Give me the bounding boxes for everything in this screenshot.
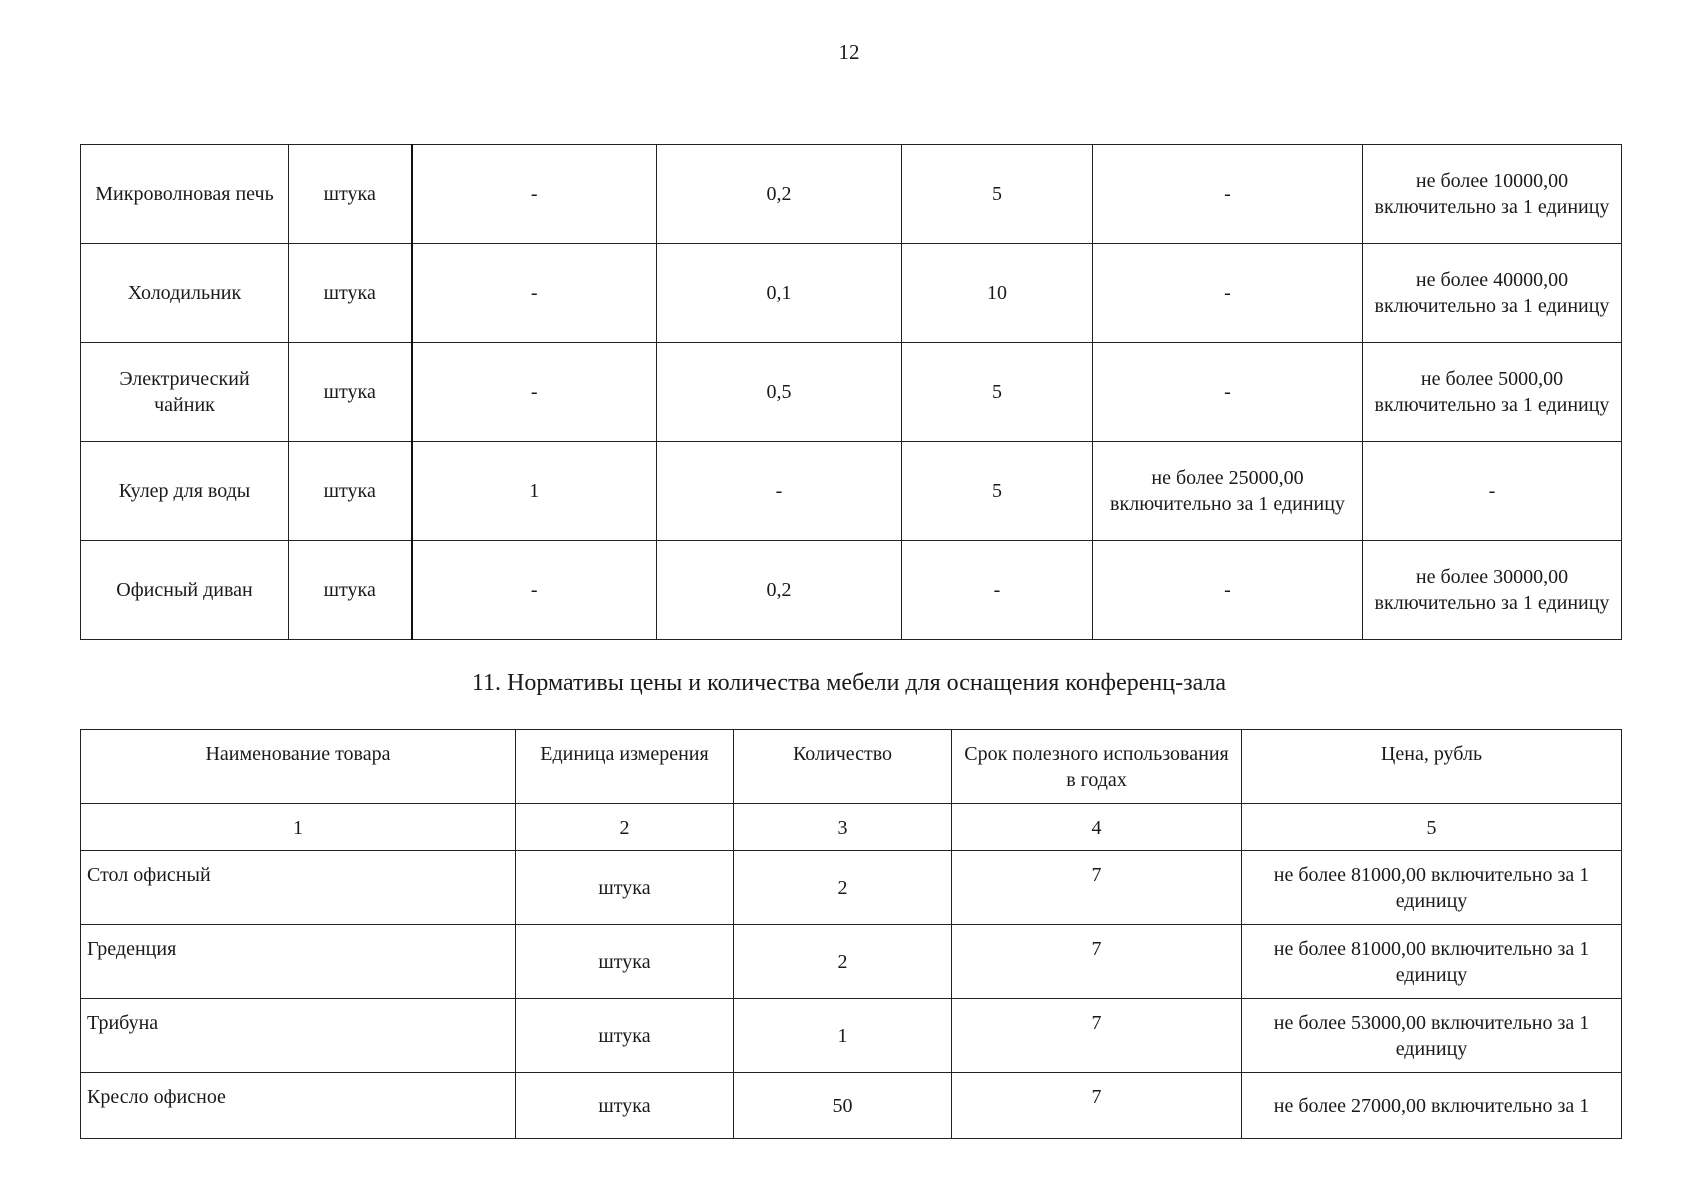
column-number: 5 [1242,804,1622,851]
quantity-cell: 1 [734,999,952,1073]
table-cell: - [657,442,902,541]
quantity-cell: 2 [734,851,952,925]
table-row [81,999,1622,1073]
table-cell: 1 [412,442,657,541]
years-cell: 7 [952,851,1242,925]
furniture-table [80,729,1622,1139]
table-cell: 0,2 [657,541,902,640]
table-cell: 0,2 [657,145,902,244]
unit-cell: штука [516,999,734,1073]
item-name: Стол офисный [81,851,516,925]
section-heading: 11. Нормативы цены и количества мебели для оснащения конференц-зала [471,670,1227,696]
table-cell: - [412,244,657,343]
item-name: Кресло офисное [81,1073,516,1139]
table-cell: 5 [902,343,1093,442]
column-header: Количество [734,730,952,804]
price-cell: не более 10000,00 включительно за 1 единицу [1363,145,1622,244]
item-name: Холодильник [81,244,289,343]
years-cell: 7 [952,1073,1242,1139]
table-cell: - [412,541,657,640]
table-cell: - [1093,541,1363,640]
table-row [81,925,1622,999]
header-row [81,730,1622,804]
unit-cell: штука [289,541,412,640]
table-cell: 0,1 [657,244,902,343]
column-header: Единица измерения [516,730,734,804]
table-cell: 10 [902,244,1093,343]
table-cell: - [1093,145,1363,244]
price-cell: не более 81000,00 включительно за 1 единицу [1242,851,1622,925]
price-cell: не более 40000,00 включительно за 1 единицу [1363,244,1622,343]
item-name: Кулер для воды [81,442,289,541]
table-row [81,541,1622,640]
table-cell: - [412,343,657,442]
unit-cell: штука [516,925,734,999]
column-number: 2 [516,804,734,851]
unit-cell: штука [516,1073,734,1139]
column-number: 1 [81,804,516,851]
unit-cell: штука [516,851,734,925]
unit-cell: штука [289,442,412,541]
table-row [81,145,1622,244]
table-cell: - [902,541,1093,640]
table-row [81,343,1622,442]
item-name: Микроволновая печь [81,145,289,244]
item-name: Греденция [81,925,516,999]
table-cell: - [1093,244,1363,343]
column-header: Цена, рубль [1242,730,1622,804]
price-cell: не более 53000,00 включительно за 1 единицу [1242,999,1622,1073]
table-cell: 5 [902,442,1093,541]
years-cell: 7 [952,925,1242,999]
column-header: Срок полезного использования в годах [952,730,1242,804]
table-row [81,244,1622,343]
unit-cell: штука [289,145,412,244]
table-cell: 0,5 [657,343,902,442]
quantity-cell: 50 [734,1073,952,1139]
column-header: Наименование товара [81,730,516,804]
unit-cell: штука [289,244,412,343]
price-cell: - [1363,442,1622,541]
item-name: Электрический чайник [81,343,289,442]
column-number: 3 [734,804,952,851]
price-cell: не более 27000,00 включительно за 1 [1242,1073,1622,1139]
appliances-table [80,144,1622,640]
column-number: 4 [952,804,1242,851]
item-name: Офисный диван [81,541,289,640]
table-cell: 5 [902,145,1093,244]
price-cell: не более 5000,00 включительно за 1 единицу [1363,343,1622,442]
unit-cell: штука [289,343,412,442]
table-row [81,442,1622,541]
table-cell: - [412,145,657,244]
price-cell: не более 81000,00 включительно за 1 единицу [1242,925,1622,999]
item-name: Трибуна [81,999,516,1073]
table-cell: не более 25000,00 включительно за 1 единицу [1093,442,1363,541]
column-number-row [81,804,1622,851]
years-cell: 7 [952,999,1242,1073]
table-row [81,1073,1622,1139]
page-number: 12 [838,40,860,64]
table-cell: - [1093,343,1363,442]
price-cell: не более 30000,00 включительно за 1 единицу [1363,541,1622,640]
table-row [81,851,1622,925]
quantity-cell: 2 [734,925,952,999]
